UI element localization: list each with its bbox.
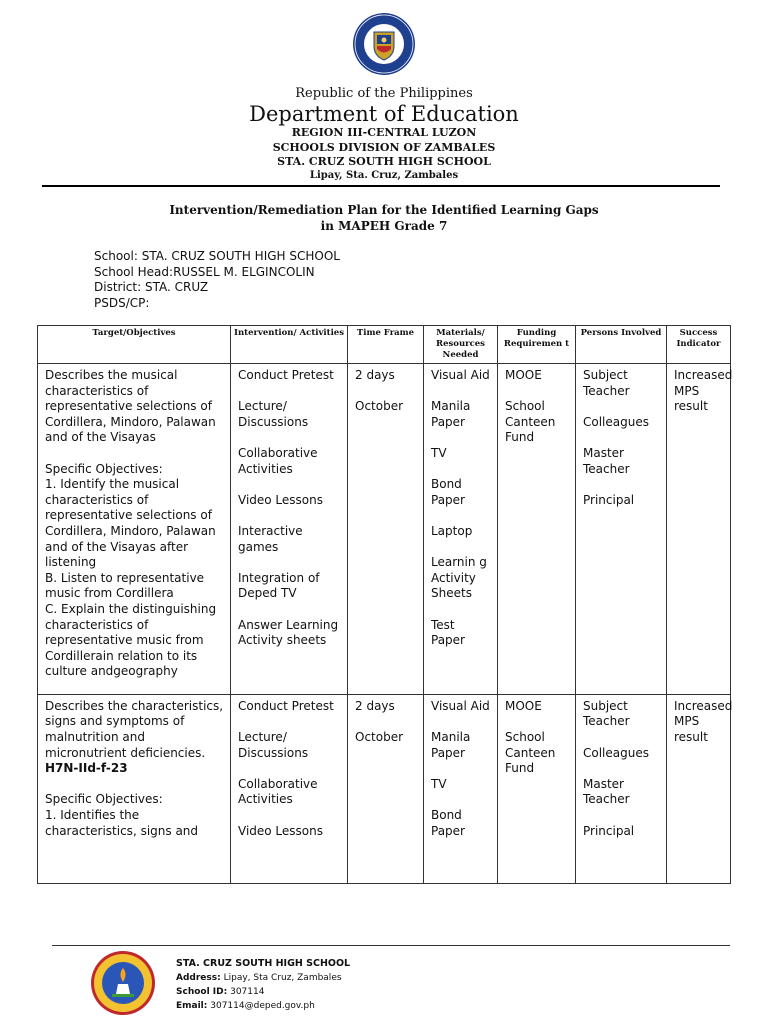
funding-cell: [498, 364, 576, 695]
activity-item: Lecture/ Discussions: [238, 730, 309, 760]
objective-main: Describes the characteristics, signs and symptoms of malnutrition and micronutrient deficiencies.: [45, 698, 224, 760]
person-item: Subject Teacher: [583, 698, 630, 729]
time-month: October: [355, 730, 404, 745]
table-row: [38, 364, 731, 695]
time-duration: 2 days: [355, 368, 395, 382]
success-indicator: Increased MPS result: [674, 698, 733, 745]
info-school-head: School Head:RUSSEL M. ELGINCOLIN: [94, 264, 315, 279]
material-item: TV: [431, 445, 447, 460]
activity-item: Conduct Pretest: [238, 698, 334, 713]
region-text: REGION III-CENTRAL LUZON: [291, 126, 477, 139]
info-school: School: STA. CRUZ SOUTH HIGH SCHOOL: [94, 249, 340, 263]
header-time-frame: Time Frame: [348, 326, 424, 364]
specific-objective: C. Explain the distinguishing characteristics of representative music from Cordillerain relation to its culture andgeography: [45, 601, 217, 679]
footer-school-id: School ID: 307114: [176, 987, 265, 997]
time-frame-cell: [348, 694, 424, 883]
funding-item: School Canteen Fund: [505, 399, 556, 445]
division-text: SCHOOLS DIVISION OF ZAMBALES: [272, 141, 496, 154]
school-seal-logo: [90, 950, 156, 1016]
material-item: Manila Paper: [431, 730, 471, 760]
table-row: [38, 694, 731, 883]
time-frame-cell: [348, 364, 424, 695]
info-psds: PSDS/CP:: [94, 295, 150, 310]
info-district: District: STA. CRUZ: [94, 280, 209, 294]
activity-item: Collaborative Activities: [238, 445, 318, 476]
specific-objectives-label: Specific Objectives:: [45, 792, 163, 807]
funding-cell: [498, 694, 576, 883]
activity-item: Answer Learning Activity sheets: [238, 617, 339, 648]
person-item: Subject Teacher: [583, 368, 630, 398]
material-item: Bond Paper: [431, 477, 465, 507]
specific-objectives-label: Specific Objectives:: [45, 461, 163, 476]
material-item: Manila Paper: [431, 399, 471, 429]
activities-cell: [231, 694, 348, 883]
success-indicator: Increased MPS result: [674, 368, 733, 414]
activity-item: Lecture/ Discussions: [238, 399, 309, 429]
intervention-plan-table: [37, 325, 731, 884]
footer-school-name: STA. CRUZ SOUTH HIGH SCHOOL: [176, 958, 351, 969]
activities-cell: [231, 364, 348, 695]
header-divider: [42, 185, 720, 187]
header-target-objectives: Target/Objectives: [38, 326, 231, 364]
time-duration: 2 days: [355, 698, 395, 713]
time-month: October: [355, 399, 404, 414]
footer-info: [176, 957, 350, 1013]
funding-item: School Canteen Fund: [505, 730, 556, 776]
persons-cell: [576, 364, 667, 695]
activity-item: Video Lessons: [238, 823, 323, 838]
header-materials: Materials/ Resources Needed: [424, 326, 498, 364]
activity-item: Collaborative Activities: [238, 776, 318, 807]
indicator-cell: [667, 364, 731, 695]
persons-cell: [576, 694, 667, 883]
objective-main: Describes the musical characteristics of representative selections of Cordillera, Mindoro, Palawan and of the Visayas: [45, 368, 216, 445]
footer-email: Email: 307114@deped.gov.ph: [176, 1001, 315, 1011]
deped-seal-logo: [352, 12, 416, 76]
person-item: Colleagues: [583, 745, 649, 760]
material-item: Visual Aid: [431, 698, 490, 713]
specific-objective: 1. Identifies the characteristics, signs and: [45, 808, 199, 838]
material-item: Learnin g Activity Sheets: [431, 555, 487, 601]
material-item: Bond Paper: [431, 808, 465, 838]
person-item: Master Teacher: [583, 445, 630, 476]
material-item: Laptop: [431, 523, 473, 538]
person-item: Principal: [583, 823, 635, 838]
materials-cell: [424, 694, 498, 883]
plan-title-line1: Intervention/Remediation Plan for the Identified Learning Gaps: [169, 203, 599, 217]
material-item: Visual Aid: [431, 368, 490, 382]
funding-item: MOOE: [505, 368, 542, 382]
header-funding: Funding Requiremen t: [498, 326, 576, 364]
table-header-row: [38, 326, 731, 364]
specific-objective: B. Listen to representative music from Cordillera: [45, 570, 205, 601]
objectives-cell: [38, 694, 231, 883]
school-address: Lipay, Sta. Cruz, Zambales: [309, 170, 459, 181]
material-item: Test Paper: [431, 617, 465, 648]
person-item: Master Teacher: [583, 776, 630, 807]
footer-address: Address: Lipay, Sta Cruz, Zambales: [176, 973, 342, 983]
objectives-cell: [38, 364, 231, 695]
school-name: STA. CRUZ SOUTH HIGH SCHOOL: [277, 155, 491, 168]
activity-item: Video Lessons: [238, 492, 323, 507]
activity-item: Integration of Deped TV: [238, 570, 320, 601]
funding-item: MOOE: [505, 698, 542, 713]
indicator-cell: [667, 694, 731, 883]
materials-cell: [424, 364, 498, 695]
header-persons-involved: Persons Involved: [576, 326, 667, 364]
activity-item: Interactive games: [238, 523, 303, 554]
competency-code: H7N-IId-f-23: [45, 761, 128, 776]
person-item: Principal: [583, 492, 635, 507]
plan-title-line2: in MAPEH Grade 7: [320, 219, 448, 233]
material-item: TV: [431, 776, 447, 791]
person-item: Colleagues: [583, 414, 649, 429]
footer-divider: [52, 945, 730, 946]
school-info: [94, 249, 340, 311]
plan-title: [0, 202, 768, 234]
header-success-indicator: Success Indicator: [667, 326, 731, 364]
specific-objective: 1. Identify the musical characteristics of representative selections of Cordillera, Mindoro, Palawan and of the Visayas after listening: [45, 477, 216, 570]
activity-item: Conduct Pretest: [238, 368, 334, 382]
department-title: Department of Education: [249, 102, 519, 126]
header-intervention-activities: Intervention/ Activities: [231, 326, 348, 364]
republic-text: Republic of the Philippines: [295, 86, 473, 101]
